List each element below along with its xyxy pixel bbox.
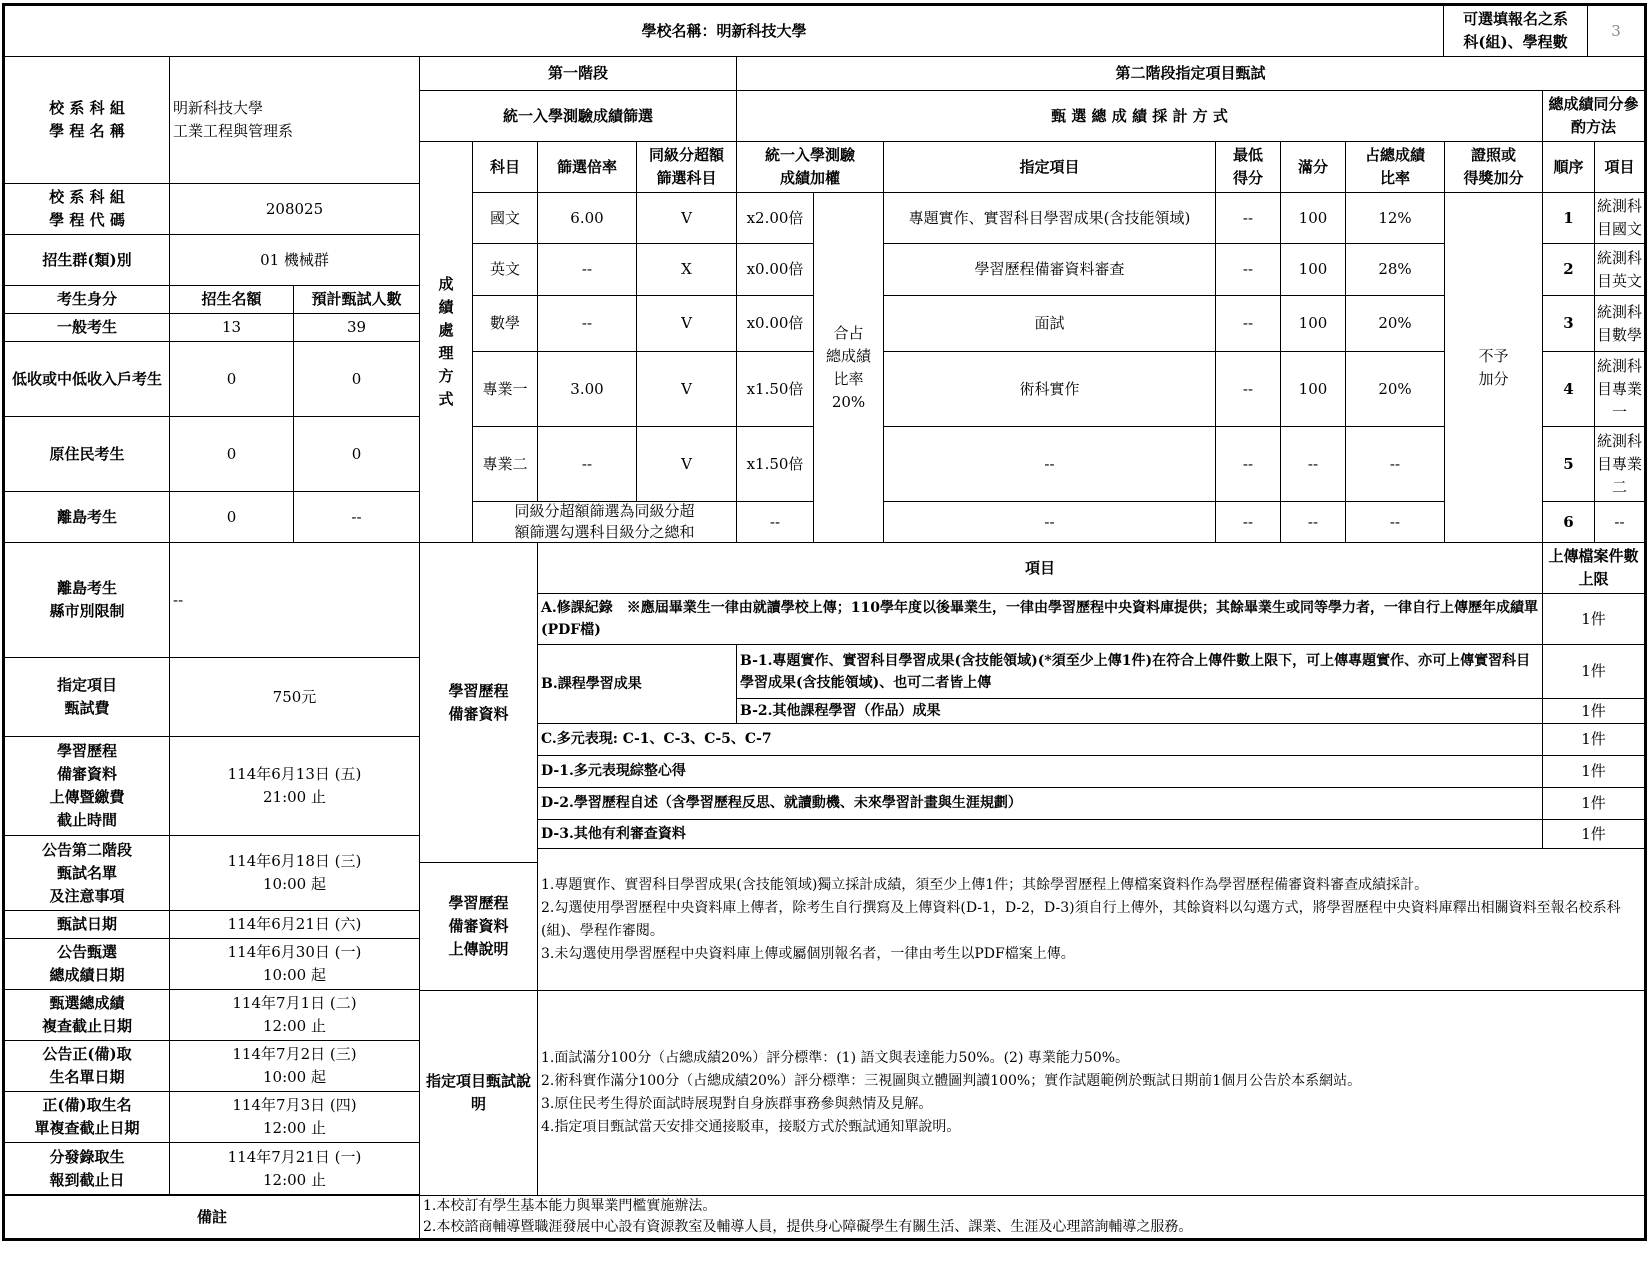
status-label: 離島考生	[4, 491, 170, 543]
item-cell: 面試	[883, 295, 1216, 352]
date-label: 公告正(備)取 生名單日期	[4, 1040, 170, 1092]
order-cell: 6	[1542, 501, 1595, 543]
share-cell: 20%	[1345, 351, 1445, 427]
admission-table	[2, 3, 1647, 1241]
fee-value: 750元	[169, 657, 420, 737]
tie-item-cell: --	[1594, 501, 1645, 543]
same-score-cell: V	[636, 351, 737, 427]
expected-value: 39	[293, 313, 420, 342]
portfolio-limit: 1件	[1542, 787, 1645, 820]
ratio-header: 篩選倍率	[537, 141, 637, 193]
dept-code-label: 校 系 科 組 學 程 代 碼	[4, 183, 170, 235]
portfolio-limit-header: 上傳檔案件數 上限	[1542, 542, 1645, 594]
date-value: 114年6月30日 (一) 10:00 起	[169, 938, 420, 990]
subject-cell: 數學	[472, 295, 538, 352]
portfolio-limit: 1件	[1542, 755, 1645, 788]
ratio-cell: --	[537, 243, 637, 296]
exam-note: 4.指定項目甄試當天安排交通接駁車，接駁方式於甄試通知單說明。	[541, 1119, 961, 1135]
item-header: 指定項目	[883, 141, 1216, 193]
upload-label: 學習歷程 備審資料 上傳說明	[419, 862, 538, 991]
upload-note: 1.專題實作、實習科目學習成果(含技能領域)獨立採計成績，須至少上傳1件；其餘學習歷程上傳檔案資料作為學習歷程備審資料審查成績採計。	[541, 876, 1429, 893]
order-cell: 3	[1542, 295, 1595, 352]
item-cell: 學習歷程備審資料審查	[883, 243, 1216, 296]
same-score-cell: V	[636, 426, 737, 502]
portfolio-label: 學習歷程 備審資料	[419, 542, 538, 863]
min-cell: --	[1215, 426, 1281, 502]
stage1-subtitle: 統一入學測驗成績篩選	[419, 90, 737, 142]
subject-cell: 專業一	[472, 351, 538, 427]
remark-note: 2.本校諮商輔導暨職涯發展中心設有資源教室及輔導人員，提供身心障礙學生有關生活、課業、生涯及心理諮詢輔導之服務。	[423, 1219, 1193, 1235]
min-cell: --	[1215, 501, 1281, 543]
tie-item-cell: 統測科 目數學	[1594, 295, 1645, 352]
order-cell: 5	[1542, 426, 1595, 502]
date-label: 正(備)取生名 單複查截止日期	[4, 1091, 170, 1143]
full-cell: 100	[1280, 243, 1346, 296]
exam-label: 指定項目甄試說 明	[419, 990, 538, 1196]
same-score-note: 同級分超額篩選為同級分超 額篩選勾選科目級分之總和	[472, 501, 737, 543]
island-value: --	[169, 542, 420, 658]
tie-item-cell: 統測科 目專業 一	[1594, 351, 1645, 427]
bonus-cell: 不予 加分	[1444, 192, 1543, 543]
tie-item-cell: 統測科 目國文	[1594, 192, 1645, 244]
quota-value: 13	[169, 313, 294, 342]
status-label: 原住民考生	[4, 416, 170, 492]
portfolio-item-d2: D-2.學習歷程自述（含學習歷程反思、就讀動機、未來學習計畫與生涯規劃）	[537, 787, 1543, 820]
portfolio-limit: 1件	[1542, 593, 1645, 645]
tie-title: 總成績同分參 酌方法	[1542, 90, 1645, 142]
weight-header: 統一入學測驗 成績加權	[736, 141, 884, 193]
expected-value: 0	[293, 416, 420, 492]
group-label: 招生群(類)別	[4, 234, 170, 286]
full-header: 滿分	[1280, 141, 1346, 193]
ratio-cell: 3.00	[537, 351, 637, 427]
upload-notes	[537, 848, 1645, 991]
full-cell: 100	[1280, 351, 1346, 427]
expected-value: 0	[293, 341, 420, 417]
same-score-cell: V	[636, 192, 737, 244]
weight-cell: x1.50倍	[736, 426, 814, 502]
min-cell: --	[1215, 351, 1281, 427]
remark-note: 1.本校訂有學生基本能力與畢業門檻實施辦法。	[423, 1198, 717, 1214]
min-cell: --	[1215, 243, 1281, 296]
tie-item-cell: 統測科 目專業 二	[1594, 426, 1645, 502]
dept-code: 208025	[169, 183, 420, 235]
subject-cell: 專業二	[472, 426, 538, 502]
tie-item-header: 項目	[1594, 141, 1645, 193]
ratio-cell: 6.00	[537, 192, 637, 244]
item-cell: --	[883, 501, 1216, 543]
share-cell: 20%	[1345, 295, 1445, 352]
weight-cell: --	[736, 501, 814, 543]
date-label: 公告甄選 總成績日期	[4, 938, 170, 990]
ratio-cell: --	[537, 295, 637, 352]
island-label: 離島考生 縣市別限制	[4, 542, 170, 658]
portfolio-limit: 1件	[1542, 819, 1645, 849]
stage1-title: 第一階段	[419, 56, 737, 91]
min-cell: --	[1215, 295, 1281, 352]
share-header: 占總成績 比率	[1345, 141, 1445, 193]
order-cell: 1	[1542, 192, 1595, 244]
min-header: 最低 得分	[1215, 141, 1281, 193]
stage2-title: 第二階段指定項目甄試	[736, 56, 1645, 91]
exam-note: 3.原住民考生得於面試時展現對自身族群事務參與熱情及見解。	[541, 1096, 933, 1112]
subject-cell: 國文	[472, 192, 538, 244]
same-score-cell: V	[636, 295, 737, 352]
date-value: 114年7月21日 (一) 12:00 止	[169, 1142, 420, 1195]
portfolio-item-b1: B-1.專題實作、實習科目學習成果(含技能領域)(*須至少上傳1件)在符合上傳件數上限下，可上傳專題實作、亦可上傳實習科目學習成果(含技能領域)、也可二者皆上傳	[736, 644, 1543, 699]
weight-cell: x0.00倍	[736, 295, 814, 352]
weight-cell: x2.00倍	[736, 192, 814, 244]
status-label: 一般考生	[4, 313, 170, 342]
dept-name-label: 校 系 科 組 學 程 名 稱	[4, 56, 170, 184]
school-name: 學校名稱：明新科技大學	[4, 5, 1444, 57]
share-cell: --	[1345, 426, 1445, 502]
exam-note: 1.面試滿分100分（占總成績20%）評分標準：(1) 語文與表達能力50%。(2) 專業能力50%。	[541, 1050, 1129, 1066]
date-value: 114年7月2日 (三) 10:00 起	[169, 1040, 420, 1092]
date-label: 甄選總成績 複查截止日期	[4, 989, 170, 1041]
full-cell: 100	[1280, 192, 1346, 244]
tie-item-cell: 統測科 目英文	[1594, 243, 1645, 296]
portfolio-item-d1: D-1.多元表現綜整心得	[537, 755, 1543, 788]
full-cell: 100	[1280, 295, 1346, 352]
quota-value: 0	[169, 416, 294, 492]
group-value: 01 機械群	[169, 234, 420, 286]
subject-cell: 英文	[472, 243, 538, 296]
date-label: 分發錄取生 報到截止日	[4, 1142, 170, 1195]
exam-notes	[537, 990, 1645, 1196]
date-value: 114年6月13日 (五) 21:00 止	[169, 736, 420, 836]
order-header: 順序	[1542, 141, 1595, 193]
portfolio-item-header: 項目	[537, 542, 1543, 594]
upload-note: 2.勾選使用學習歷程中央資料庫上傳者，除考生自行撰寫及上傳資料(D-1，D-2，D-3)須自行上傳外，其餘資料以勾選方式，將學習歷程中央資料庫釋出相關資料至報名校系科(組)、學程作審閱。	[541, 899, 1621, 939]
share-cell: 28%	[1345, 243, 1445, 296]
expected-value: --	[293, 491, 420, 543]
item-cell: --	[883, 426, 1216, 502]
date-value: 114年7月3日 (四) 12:00 止	[169, 1091, 420, 1143]
choice-count: 3	[1587, 5, 1645, 57]
choice-label: 可選填報名之系 科(組)、學程數	[1443, 5, 1588, 57]
stage2-subtitle: 甄 選 總 成 績 採 計 方 式	[736, 90, 1543, 142]
portfolio-item-a: A.修課紀錄 ※應屆畢業生一律由就讀學校上傳；110學年度以後畢業生，一律由學習歷程中央資料庫提供；其餘畢業生或同等學力者，一律自行上傳歷年成績單(PDF檔)	[537, 593, 1543, 645]
same-score-header: 同級分超額 篩選科目	[636, 141, 737, 193]
bonus-header: 證照或 得獎加分	[1444, 141, 1543, 193]
process-label: 成 績 處 理 方 式	[419, 141, 473, 543]
date-label: 甄試日期	[4, 910, 170, 939]
share-cell: --	[1345, 501, 1445, 543]
fee-label: 指定項目 甄試費	[4, 657, 170, 737]
dept-name: 明新科技大學 工業工程與管理系	[169, 56, 420, 184]
date-value: 114年7月1日 (二) 12:00 止	[169, 989, 420, 1041]
ratio-cell: --	[537, 426, 637, 502]
date-value: 114年6月18日 (三) 10:00 起	[169, 835, 420, 911]
weight-share-cell: 合占 總成績 比率 20%	[813, 192, 884, 543]
item-cell: 術科實作	[883, 351, 1216, 427]
date-value: 114年6月21日 (六)	[169, 910, 420, 939]
exam-note: 2.術科實作滿分100分（占總成績20%）評分標準：三視圖與立體圖判讀100%；實作試題範例於甄試日期前1個月公告於本系網站。	[541, 1073, 1362, 1089]
portfolio-limit: 1件	[1542, 644, 1645, 699]
expected-header: 預計甄試人數	[293, 285, 420, 314]
full-cell: --	[1280, 426, 1346, 502]
date-label: 公告第二階段 甄試名單 及注意事項	[4, 835, 170, 911]
portfolio-item-b2: B-2.其他課程學習（作品）成果	[736, 698, 1543, 724]
quota-value: 0	[169, 341, 294, 417]
portfolio-item-c: C.多元表現: C-1、C-3、C-5、C-7	[537, 723, 1543, 756]
upload-note: 3.未勾選使用學習歷程中央資料庫上傳或屬個別報名者，一律由考生以PDF檔案上傳。	[541, 945, 1075, 962]
weight-cell: x1.50倍	[736, 351, 814, 427]
subject-header: 科目	[472, 141, 538, 193]
portfolio-item-d3: D-3.其他有利審查資料	[537, 819, 1543, 849]
quota-value: 0	[169, 491, 294, 543]
remarks-label: 備註	[4, 1195, 420, 1239]
status-header: 考生身分	[4, 285, 170, 314]
date-label: 學習歷程 備審資料 上傳暨繳費 截止時間	[4, 736, 170, 836]
portfolio-limit: 1件	[1542, 698, 1645, 724]
full-cell: --	[1280, 501, 1346, 543]
quota-header: 招生名額	[169, 285, 294, 314]
share-cell: 12%	[1345, 192, 1445, 244]
order-cell: 4	[1542, 351, 1595, 427]
order-cell: 2	[1542, 243, 1595, 296]
portfolio-item-b: B.課程學習成果	[537, 644, 737, 724]
item-cell: 專題實作、實習科目學習成果(含技能領域)	[883, 192, 1216, 244]
status-label: 低收或中低收入戶考生	[4, 341, 170, 417]
remarks-notes	[419, 1195, 1645, 1239]
portfolio-limit: 1件	[1542, 723, 1645, 756]
same-score-cell: X	[636, 243, 737, 296]
weight-cell: x0.00倍	[736, 243, 814, 296]
portfolio-label-spacer	[419, 848, 538, 863]
min-cell: --	[1215, 192, 1281, 244]
